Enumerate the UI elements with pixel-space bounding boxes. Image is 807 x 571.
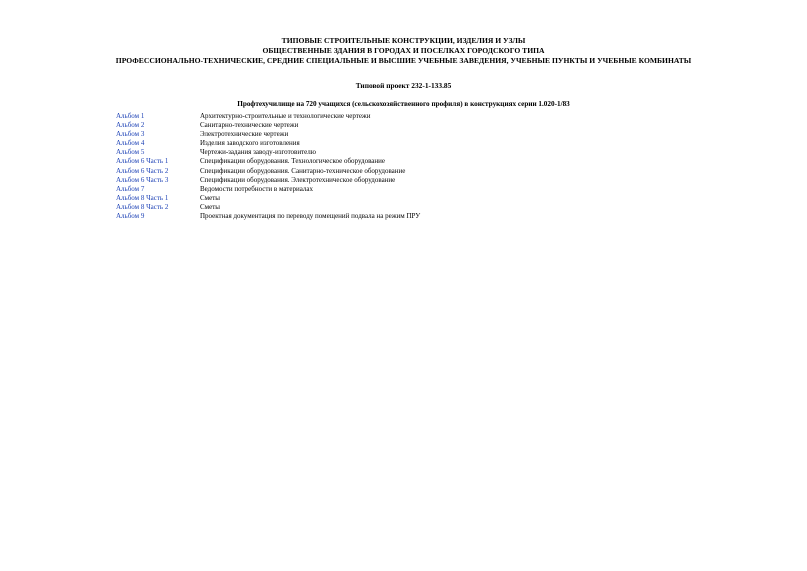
album-link-5[interactable]: Альбом 5	[116, 148, 145, 157]
album-description: Проектная документация по переводу помещений подвала на режим ПРУ	[200, 212, 421, 221]
album-link-3[interactable]: Альбом 3	[116, 130, 145, 139]
album-list	[116, 112, 676, 221]
album-row	[116, 139, 676, 148]
album-link-1[interactable]: Альбом 1	[116, 112, 145, 120]
album-row	[116, 203, 676, 212]
album-link-6-part-2[interactable]: Альбом 6 Часть 2	[116, 166, 169, 175]
document-header	[0, 36, 807, 66]
album-link-2[interactable]: Альбом 2	[116, 121, 145, 130]
album-description: Сметы	[200, 202, 220, 211]
album-row	[116, 157, 676, 166]
album-description: Сметы	[200, 193, 220, 202]
album-link-9[interactable]: Альбом 9	[116, 212, 145, 221]
header-line-2: ОБЩЕСТВЕННЫЕ ЗДАНИЯ В ГОРОДАХ И ПОСЕЛКАХ ГОРОДСКОГО ТИПА	[262, 46, 545, 55]
album-row	[116, 185, 676, 194]
album-description: Электротехнические чертежи	[200, 130, 289, 139]
album-row	[116, 121, 676, 130]
album-row	[116, 212, 676, 221]
header-line-1: ТИПОВЫЕ СТРОИТЕЛЬНЫЕ КОНСТРУКЦИИ, ИЗДЕЛИЯ И УЗЛЫ	[281, 36, 526, 45]
album-link-8-part-2[interactable]: Альбом 8 Часть 2	[116, 202, 169, 211]
album-description: Санитарно-технические чертежи	[200, 121, 299, 130]
album-link-6-part-1[interactable]: Альбом 6 Часть 1	[116, 157, 169, 166]
album-row	[116, 194, 676, 203]
project-title: Профтехучилище на 720 учащихся (сельскохозяйственного профиля) в конструкциях серии 1.020-1/83	[237, 100, 570, 108]
album-link-4[interactable]: Альбом 4	[116, 139, 145, 148]
album-description: Архитектурно-строительные и технологические чертежи	[200, 112, 371, 120]
album-row	[116, 167, 676, 176]
album-link-6-part-3[interactable]: Альбом 6 Часть 3	[116, 175, 169, 184]
album-description: Спецификации оборудования. Технологическое оборудование	[200, 157, 386, 166]
album-description: Чертежи-задания заводу-изготовителю	[200, 148, 316, 157]
album-link-7[interactable]: Альбом 7	[116, 184, 145, 193]
album-description: Изделия заводского изготовления	[200, 139, 300, 148]
album-row	[116, 130, 676, 139]
album-description: Ведомости потребности в материалах	[200, 184, 313, 193]
album-row	[116, 176, 676, 185]
album-row	[116, 148, 676, 157]
album-row	[116, 112, 676, 121]
album-description: Спецификации оборудования. Санитарно-техническое оборудование	[200, 166, 406, 175]
album-description: Спецификации оборудования. Электротехническое оборудование	[200, 175, 396, 184]
header-line-3: ПРОФЕССИОНАЛЬНО-ТЕХНИЧЕСКИЕ, СРЕДНИЕ СПЕЦИАЛЬНЫЕ И ВЫСШИЕ УЧЕБНЫЕ ЗАВЕДЕНИЯ, УЧЕБНЫЕ ПУНКТЫ И УЧЕБНЫЕ КОМБИНАТЫ	[115, 56, 692, 65]
album-link-8-part-1[interactable]: Альбом 8 Часть 1	[116, 193, 169, 202]
project-code: Типовой проект 232-1-133.85	[355, 81, 452, 90]
